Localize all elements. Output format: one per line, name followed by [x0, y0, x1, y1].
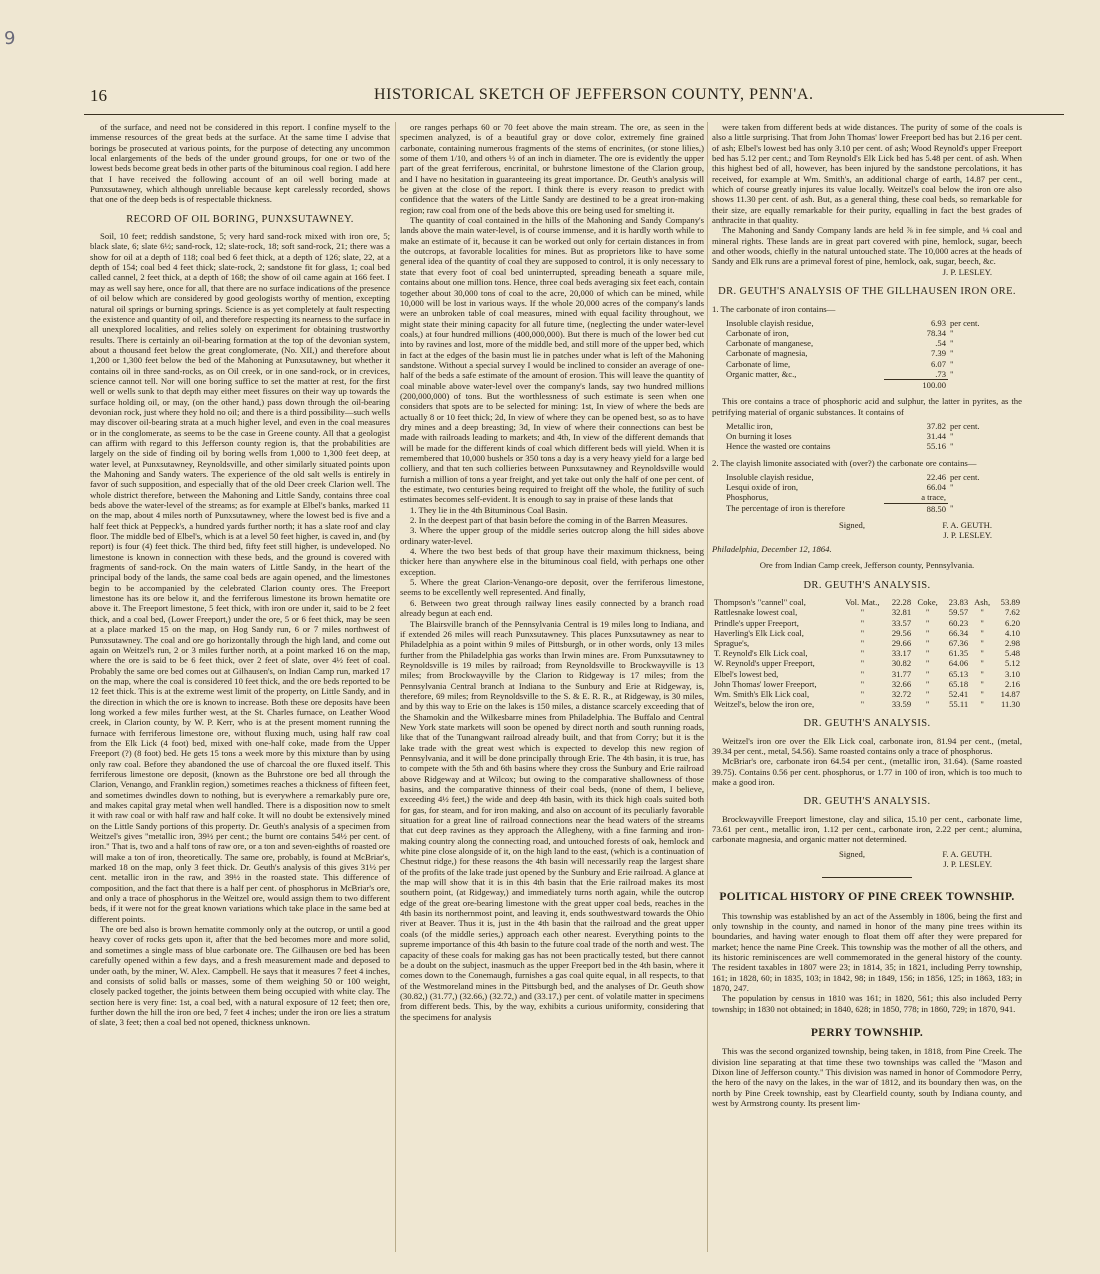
- analysis-percentage: [712, 503, 1022, 514]
- coal-cell: 67.36: [948, 637, 969, 648]
- list-item: 6. Between two great through railway lines easily connected by a branch road already begun at each end.: [400, 597, 704, 619]
- table-row: [712, 669, 1022, 679]
- table-header-row: [712, 597, 1022, 607]
- signature-block: [712, 849, 1022, 869]
- row-unit: per cent.: [950, 317, 980, 328]
- percentage-value: 88.50: [884, 503, 948, 514]
- page-number: 16: [90, 86, 107, 105]
- coal-cell: ": [860, 678, 865, 689]
- table-row: [712, 482, 1022, 492]
- row-value: 78.34: [926, 328, 946, 339]
- coal-name: Rattlesnake lowest coal,: [714, 607, 798, 618]
- paragraph: were taken from different beds at wide distances. The purity of some of the coals is also a little surprising. That from John Thomas' lower Freeport bed has but 2.16 per cent. of ash; Elbel's lowest bed has only 3.10 per cent. of ash; Wood Reynold's upper Freeport bed has 5.12 per cent.; and Tom Reynold's Elk Lick bed has 5.48 per cent. of ash. When this highest bed of all, however, has been injured by the sandstone percolations, it has received, for example at Wm. Smith's, an additional charge of earth, 14.87 per cent., which of course greatly injures its value locally. Weitzel's coal below the iron ore also shows 11.30 per cent. of ash. But, as a general thing, these coal beds, so remarkable for their size, are equally remarkable for their purity, equalling in fact the best grades of anthracite in that quality.: [712, 122, 1022, 226]
- signature-block: [712, 520, 1022, 540]
- table-row: [712, 689, 1022, 699]
- analysis-table-1: [712, 318, 1022, 379]
- list-item: 5. Where the great Clarion-Venango-ore deposit, over the ferriferous limestone, seems to be excellently well represented. And finally,: [400, 577, 704, 598]
- coal-cell: ": [860, 617, 865, 628]
- paragraph: ore ranges perhaps 60 or 70 feet above the main stream. The ore, as seen in the specimen analyzed, is of a beautiful gray or dove color, extremely fine grained carbonate, containing numerous fragments of the stems of encrinites, (or stone lilies,) some of them 1/10, and others ½ of an inch in diameter. The ore is evidently the upper part of the great ferriferous, encrinital, or buhrstone limestone of the Clarion group, and I have no hesitation in guaranteeing its great importance. Dr. Geuth's analysis will be given at the close of the report. I think there is every reason to predict with confidence that the waters of the Little Sandy are destined to be a great iron-making region; raw coal from one of the beds above this ore being used for smelting it.: [400, 122, 704, 215]
- paragraph: Soil, 10 feet; reddish sandstone, 5; very hard sand-rock mixed with iron ore, 5; black slate, 6; slate 6½; sand-rock, 12; slate-rock, 18; soft sand-rock, 21; there was a show for oil at a depth of 118; coal bed 6 feet thick, at a depth of 126; slate, 22, at a depth of 154; coal bed 4 feet thick; slate-rock, 2; sandstone fit for glass, 1; coal bed called cannel, 2 feet thick, at a depth of 168; the show of oil came again at 166 feet. I may as well say here, once for all, that there are no surface indications of the presence of oil below which are considered by good geologists worthy of mention, excepting natural oil springs or burning springs. Science is as yet completely at fault respecting the existence and quantity of oil, and therefore respecting its nearness to the surface in all unexplored localities, and relies solely on experiment for obtaining trustworthy results. There is certainly an oil-bearing formation at the top of the devonian system, about a thousand feet below the great conglomerate, (No. XII,) and therefore about 1,200 or 1,300 feet below the bed of the Mahoning at Punxsutawney, but whether it contains oil in three sand-rocks, as on Oil creek, or in one sand-rock, or in crevices, science cannot tell. Nor will one boring suffice to set the matter at rest, for the first well or wells sunk to that depth may either meet fissures on their way up towards the surface holding oil, or may, (on the other hand,) pass down through the oil-bearing devonian rock, just where they hold no oil; and there is a third possibility—such wells may discover oil-bearing strata at a much higher level, and even in the coal measures or in the conglomerate, as seems to be the case in Greene county. All that a geologist can affirm with regard to this Jefferson county region is, that the probabilities are largely on the side of finding oil by boring wells from 1,000 to 1,300 feet deep, at water level, at Punxsutawney, Reynoldsville, and other similarly situated points upon the Mahoning and Sandy waters. The experience of the old salt wells is entirely in favor of such supposition, and especially that of the old Deer creek Clarion well. The whole district therefore, between the Mahoning and Little Sandy, contains three coal beds above the water-level of the streams; as for example at Elbel's banks, marked 11 on the map, about 4 miles north of Punxsutawney, where the lowest bed is five and a half feet thick at Peppeck's, a hundred yards further north; it has a slate roof and clay floor. The middle bed of Elbel's, which is at a level 50 feet higher, is caved in, and (by report) is four (4) feet thick. The third bed, fifty feet still higher, is undeveloped. No limestone is known in connection with these beds, and the ground is covered with fragments of sand-rock. On the main waters of Little Sandy, in the heart of the principal body of the lands, the same coal beds are again opened, and the limestones begin to be accompanied by the celebrated Clarion county ores. The Freeport limestone has its ore below it, and the ferriferous limestone its brown hematite ore above it. The Freeport limestone, 5 feet thick, with iron ore under it, said to be 2 feet thick, and a coal bed, (Lower Freeport,) under the ore, 5 or 6 feet thick, may be seen at a place marked 15 on the map, on Hog Sandy run, 6 or 7 miles northwest of Punxsutawney. The coal and ore go horizontally through the high land, and come out again on Weitzel's run, 2 or 3 miles further north, at a point marked 16 on the map, where the ore is said to be 6 feet thick, over 2 feet of slate, over 4½ feet of coal. Probably the same ore bed comes out at Gilhausen's, on Indian Camp run, marked 17 on the map, where the coal is considered 10 feet thick, and the ore beds reported to be 12 feet thick. This is at the extreme west limit of the property, on Little Sandy, and in the direction in which the ore is known to increase. Both these ore deposits have been long worked a few miles further west, at the St. Charles furnace, on Leather Wood creek, in Clarion county, by W. P. Kerr, who is at the present moment running the furnace with ferriferous limestone ore, without fluxing much, using half raw coal from the Elk Lick (4 foot) bed, mixed with one-half coke, made from the Upper Freeport (?) (8 foot) bed. He gets 15 tons a week more by this mixture than by using only raw coal. Before they abandoned the use of charcoal the ore fluxed itself. This ferriferous limestone ore deposit, (known as the Buhrstone ore bed all through the Clarion, Venango, and Franklin region,) sometimes reaches a thickness of fifteen feet, and sometimes dwindles down to nothing, but is everywhere a remarkably pure ore, and makes capital gray metal when well handled. There is a disposition now to smelt it with raw coal or with half raw and half coke. It will no doubt be extensively mined on the Little Sandy portions of this property. Dr. Geuth's analysis of a specimen from Weitzel's gives "metallic iron, 39½ per cent.; the burnt ore contains 54½ per cent. of iron." That is, two and a half tons of raw ore, or a ton and seven-eighths of roasted ore will make a ton of iron, theoretically. The same ore, probably, is found at McBriar's, marked 18 on the map, only 3 feet thick. Dr. Geuth's analysis of this gives 31½ per cent. metallic iron in the raw, and 39½ in the roasted state. This difference of composition, and the fact that there is a half per cent. of phosphorus in McBriar's ore, and only a trace of phosphorus in the Weitzel ore, would assign them to two different beds, if it were not for the great known variations which take place in the same bed at different points.: [90, 231, 390, 924]
- coal-cell: ": [980, 607, 984, 618]
- row-value: 37.82: [926, 420, 946, 431]
- coal-cell: ": [860, 688, 865, 699]
- row-label: Lesqui oxide of iron,: [726, 482, 799, 493]
- signature: J. P. LESLEY.: [943, 529, 992, 540]
- coal-cell: ": [860, 658, 865, 669]
- table-row: [712, 618, 1022, 628]
- column-divider: [707, 122, 708, 1252]
- row-value: 6.93: [930, 317, 946, 328]
- coal-name: Thompson's "cannel" coal,: [714, 597, 806, 608]
- table-row: [712, 441, 1022, 451]
- list-item: 2. In the deepest part of that basin before the coming in of the Barren Measures.: [410, 515, 688, 526]
- coal-name: Sprague's,: [714, 637, 750, 648]
- section-heading: DR. GEUTH'S ANALYSIS OF THE GILLHAUSEN IRON ORE.: [718, 286, 1016, 298]
- section-heading: DR. GEUTH'S ANALYSIS.: [803, 579, 931, 591]
- row-unit: ": [950, 358, 954, 369]
- table-row: [712, 638, 1022, 648]
- page-title: HISTORICAL SKETCH OF JEFFERSON COUNTY, PENN'A.: [374, 86, 814, 103]
- coal-cell: 60.23: [948, 617, 969, 628]
- row-label: Insoluble clayish residue,: [726, 317, 814, 328]
- coal-name: Wm. Smith's Elk Lick coal,: [714, 688, 810, 699]
- analysis-table-1b: [712, 421, 1022, 452]
- signed-label: Signed,: [838, 519, 865, 530]
- coal-cell: 22.28: [891, 597, 912, 608]
- column-3: [712, 122, 1022, 1252]
- paragraph: The Blairsville branch of the Pennsylvania Central is 19 miles long to Indiana, and if extended 26 miles will reach Punxsutawney. This places Punxsutawney as near to Philadelphia as a point within 9 miles of Pittsburgh, or in other words, only 13 miles further from the Philadelphia gas works than Irwin mines are. From Punxsutawney to Reynoldsville is 19 miles by railroad; from Reynoldsville to Brockwayville is 13 miles; from Brockwayville by the Clarion to Ridgeway is 17 miles; from the Pennsylvania Central branch at Indiana to the Sunbury and Erie at Ridgeway, is, therefore, 69 miles; from Reynoldsville to the S. & E. R. R., at Ridgeway, is 30 miles, and by this way to Erie on the lakes is 150 miles, a distance scarcely exceeding that of the Shamokin and the Wilkesbarre mines from Philadelphia. The Buffalo and Central New York state markets will soon be opened by direct north and south running roads, like that of the Tunangwant railroad already built, and that from Corry; but it is the lake trade with the great west which is expected to develop this new region of Pennsylvania, and it will be done principally through Erie. The 4th basin, it is true, has to compete with the 5th and 6th basins where they cross the Sunbury and Erie railroad above Ridgeway and at Wilcox; but owing to the comparative shallowness of those basins, and the comparative thinness of their coal beds, (none of them, I believe, exceeding 4½ feet,) the wide and deep 4th basin, with its thick high coals suited both for gas, for steam, and for iron making, and also on account of its peculiarly favorable situation for a great line of railroad connections near the head waters of the streams that cut deep ravines as they approach the Allegheny, with a fine farming and iron-making country along the connecting road, and untouched forests of oak, hemlock and white pine close alongside of it, on the high land to the east, (which is a continuation of Chestnut ridge,) for these reasons the 4th basin will necessarily reap the largest share of the profits of the lake trade just opened by the Sunbury and Erie railroad. A glance at the map will show that it is in this 4th basin that the Erie railroad makes its most southern point, (at Ridgeway,) and immediately turns north again, while the outcrop edge of the great ore-bearing limestone with the great upper coal beds, reaches in the 4th basin its northernmost point, and leaving it, ends southwestward towards the Ohio river at Beaver. Thus it is, just in the 4th basin that the railroad and the great upper coals (of the middle series,) approach each other nearest. Everything points to the supreme importance of this 4th basin to the future coal trade of the north and west. The capacity of these coals for making gas has not been practically tested, but there cannot be a doubt on the subject, inasmuch as the upper Freeport bed in the 4th basin, where it comes down to the Conemaugh, furnishes a gas coal quite equal, in all respects, to that of the Westmoreland mines in the Pittsburgh bed, and the analyses of Dr. Geuth show (30.82,) (31.77,) (32.66,) (32.72,) and (33.17,) per cent. of volatile matter in specimens from different beds. This, by the way, exhibits a curious uniformity, considering that the specimens for analysis: [400, 618, 704, 1022]
- coal-name: Haverling's Elk Lick coal,: [714, 627, 804, 638]
- row-unit: ": [950, 368, 954, 379]
- coal-cell: 5.48: [1004, 648, 1020, 659]
- row-label: Carbonate of iron,: [726, 328, 789, 339]
- paragraph: Brockwayville Freeport limestone, clay and silica, 15.10 per cent., carbonate lime, 73.61 per cent., metallic iron, 1.12 per cent., carbonate iron, 2.22 per cent.; alumina, carbonate magnesia, and organic matter not determined.: [712, 813, 1022, 845]
- paragraph: The ore bed also is brown hematite commonly only at the outcrop, or until a good heavy cover of rocks gets upon it, after that the bed becomes more and more solid, and sometimes a single mass of blue carbonate ore. The Gilhausen ore bed has been carefully opened within a few days, and a fresh measurement made and deposed to under oath, by the miner, W. Alex. Campbell. He says that it measures 7 feet 4 inches, and consists of solid balls or masses, some of them weighing 50 or 100 weight, closely packed together, the joints between them being occupied with white clay. The section here is very fine: 1st, a coal bed, with a natural exposure of 12 feet; then ore, further down the hill the iron ore bed, 7 feet 4 inches; under the iron ore lies a stratum of slate, 3 feet; then a coal bed not opened, thickness unknown.: [90, 924, 390, 1028]
- signature: J. P. LESLEY.: [942, 266, 992, 277]
- coal-cell: ": [925, 658, 930, 669]
- table-row: [712, 699, 1022, 709]
- section-heading: POLITICAL HISTORY OF PINE CREEK TOWNSHIP.: [719, 891, 1015, 904]
- coal-cell: ": [925, 637, 930, 648]
- coal-cell: ": [925, 648, 930, 659]
- analysis-table: [712, 421, 1022, 452]
- signature: F. A. GEUTH.: [942, 848, 992, 859]
- coal-cell: ": [980, 699, 984, 710]
- coal-cell: ": [860, 699, 865, 710]
- coal-cell: ": [980, 648, 984, 659]
- row-unit: ": [950, 348, 954, 359]
- row-value: 7.39: [930, 348, 946, 359]
- row-label: Hence the wasted ore contains: [726, 441, 831, 452]
- coal-cell: 64.06: [948, 658, 969, 669]
- row-value: .54: [935, 338, 946, 349]
- coal-cell: Vol. Mat.,: [845, 597, 880, 608]
- coal-name: Prindle's upper Freeport,: [714, 617, 799, 628]
- coal-cell: 6.20: [1004, 617, 1020, 628]
- coal-cell: 33.59: [891, 699, 912, 710]
- column-2: [400, 122, 704, 1252]
- coal-cell: 55.11: [949, 699, 969, 710]
- coal-analysis-table: [712, 597, 1022, 709]
- dateline: [712, 544, 1022, 554]
- percentage-label: The percentage of iron is therefore: [726, 503, 846, 514]
- coal-cell: 2.16: [1004, 678, 1020, 689]
- coal-cell: Ash,: [974, 597, 991, 608]
- coal-cell: ": [980, 627, 984, 638]
- coal-name: John Thomas' lower Freeport,: [714, 678, 817, 689]
- table-row: [712, 328, 1022, 338]
- coal-name: W. Reynold's upper Freeport,: [714, 658, 815, 669]
- row-value: 22.46: [926, 471, 946, 482]
- analysis-table: [712, 472, 1022, 514]
- coal-cell: 29.56: [891, 627, 912, 638]
- coal-cell: ": [925, 607, 930, 618]
- row-unit: per cent.: [950, 471, 980, 482]
- coal-cell: 7.62: [1004, 607, 1020, 618]
- coal-cell: 66.34: [948, 627, 969, 638]
- list-item: 3. Where the upper group of the middle series outcrop along the hill sides above ordinary water-level.: [400, 525, 704, 546]
- analysis-intro: 1. The carbonate of iron contains—: [712, 303, 836, 314]
- coal-name: Elbel's lowest bed,: [714, 668, 779, 679]
- coal-cell: ": [860, 668, 865, 679]
- coal-cell: ": [860, 627, 865, 638]
- row-value: 31.44: [926, 431, 946, 442]
- coal-cell: 32.81: [891, 607, 912, 618]
- list-item: 4. Where the two best beds of that group have their maximum thickness, being thicker here than anywhere else in the bituminous coal field, with perhaps one other exception.: [400, 546, 704, 577]
- coal-cell: ": [860, 637, 865, 648]
- row-value: .73: [935, 368, 946, 379]
- ore-line: Ore from Indian Camp creek, Jefferson county, Pennsylvania.: [759, 560, 975, 571]
- row-label: Carbonate of lime,: [726, 358, 791, 369]
- coal-cell: ": [980, 658, 984, 669]
- signed-label: Signed,: [838, 848, 865, 859]
- coal-cell: 31.77: [891, 668, 912, 679]
- coal-cell: 11.30: [1000, 699, 1020, 710]
- coal-cell: 5.12: [1004, 658, 1020, 669]
- row-unit: ": [950, 328, 954, 339]
- coal-cell: 59.57: [948, 607, 969, 618]
- row-unit: per cent.: [950, 420, 980, 431]
- row-value: 66.04: [926, 482, 946, 493]
- table-row: [712, 679, 1022, 689]
- analysis-total: [712, 379, 1022, 390]
- coal-cell: 23.83: [948, 597, 969, 608]
- table-row: [712, 359, 1022, 369]
- row-unit: ": [950, 482, 954, 493]
- coal-cell: 52.41: [948, 688, 969, 699]
- table-row: [712, 472, 1022, 482]
- coal-cell: 3.10: [1004, 668, 1020, 679]
- list-item: 1. They lie in the 4th Bituminous Coal Basin.: [410, 504, 568, 515]
- row-label: On burning it loses: [726, 431, 792, 442]
- row-value: 6.07: [930, 358, 946, 369]
- table-row: [712, 338, 1022, 348]
- coal-cell: 65.18: [948, 678, 969, 689]
- paragraph: This was the second organized township, being taken, in 1818, from Pine Creek. The division line separating at that time these two townships was called the "Mason and Dixon line of Jefferson county." This division was named in honor of Commodore Perry, the hero of the navy on the lakes, in the war of 1812, and its boundary then was, on the north by Pine Creek township, east by Clearfield county, south by Indiana county, and west by Armstrong county. Its present lim-: [712, 1046, 1022, 1109]
- coal-name: Weitzel's, below the iron ore,: [714, 699, 815, 710]
- paragraph: of the surface, and need not be considered in this report. I confine myself to the immense resources of the great beds at the surface. At the same time I advise that borings be prosecuted at various points, for the purpose of detecting any uncommon local enlargements of the beds of the under ground groups, for one or two of the lowest beds become great beds in other parts of the bituminous coal region. I add here that I have received the following account of an oil well boring made at Punxsutawney, which although unreliable because kept carelessly recorded, shows that one of the deep beds is of respectable thickness.: [90, 122, 390, 205]
- row-unit: ": [950, 441, 954, 452]
- row-label: Insoluble clayish residue,: [726, 471, 814, 482]
- row-label: Carbonate of manganese,: [726, 338, 814, 349]
- paragraph: Weitzel's iron ore over the Elk Lick coal, carbonate iron, 81.94 per cent., (metal, 39.34 per cent., metal, 54.56). Same roasted contains only a trace of phosphorus.: [712, 735, 1022, 757]
- table-row: [712, 648, 1022, 658]
- row-unit: [948, 492, 1022, 502]
- section-heading: DR. GEUTH'S ANALYSIS.: [803, 718, 931, 730]
- coal-cell: ": [980, 688, 984, 699]
- coal-cell: ": [925, 699, 930, 710]
- coal-cell: ": [860, 648, 865, 659]
- corner-mark: 9: [4, 28, 16, 49]
- column-1: [90, 122, 390, 1252]
- coal-cell: ": [980, 617, 984, 628]
- coal-cell: 65.13: [948, 668, 969, 679]
- analysis-intro: 2. The clayish limonite associated with (over?) the carbonate ore contains—: [712, 457, 977, 468]
- section-heading: DR. GEUTH'S ANALYSIS.: [803, 796, 931, 808]
- table-row: [712, 658, 1022, 668]
- coal-cell: ": [980, 637, 984, 648]
- coal-cell: 29.66: [891, 637, 912, 648]
- row-unit: ": [950, 431, 954, 442]
- coal-cell: ": [925, 678, 930, 689]
- coal-cell: 53.89: [1000, 597, 1020, 608]
- coal-table-wrap: [712, 597, 1022, 709]
- coal-name: T. Reynold's Elk Lick coal,: [714, 648, 808, 659]
- table-row: [712, 431, 1022, 441]
- row-unit: ": [950, 338, 954, 349]
- table-row: [712, 318, 1022, 328]
- paragraph: This township was established by an act of the Assembly in 1806, being the first and only township in the county, and named in honor of the many pine trees within its boundaries, and having water enough to float them off after they were prepared for market; hence the name Pine Creek. This township was the mother of all the others, and its historic reminiscences are well commemorated in the general history of the county. The resident taxables in 1807 were 23; in 1814, 35; in 1821, including Perry township, 161; in 1828, 60; in 1835, 103; in 1842, 98; in 1849, 156; in 1856, 125; in 1863, 183; in 1870, 247.: [712, 910, 1022, 993]
- table-row: [712, 628, 1022, 638]
- coal-cell: 2.98: [1004, 637, 1020, 648]
- analysis-table-2: [712, 472, 1022, 503]
- row-label: Organic matter, &c.,: [726, 368, 797, 379]
- page-header: [84, 84, 1064, 115]
- table-row: [712, 369, 1022, 379]
- coal-cell: 30.82: [891, 658, 912, 669]
- paragraph: The Mahoning and Sandy Company lands are held ⅞ in fee simple, and ⅛ coal and mineral rights. These lands are in great part covered with pine, hemlock, sugar, beech and other woods, chiefly in the natural untouched state. The 10,000 acres at the heads of Sandy and Elk runs are a primeval forest of pine, hemlock, oak, sugar, beech, &c.: [712, 225, 1022, 267]
- section-heading: PERRY TOWNSHIP.: [810, 1027, 924, 1040]
- column-divider: [395, 122, 396, 1252]
- row-value: a trace,: [921, 492, 946, 503]
- coal-cell: 32.66: [891, 678, 912, 689]
- coal-cell: 32.72: [891, 688, 912, 699]
- table-row: [712, 421, 1022, 431]
- table-row: [712, 607, 1022, 617]
- paragraph: The population by census in 1810 was 161; in 1820, 561; this also included Perry township; in 1830 not obtained; in 1840, 628; in 1850, 778; in 1860, 729; in 1870, 941.: [712, 993, 1022, 1014]
- paragraph: This ore contains a trace of phosphoric acid and sulphur, the latter in pyrites, as the petrifying material of organic substances. It contains of: [712, 396, 1022, 417]
- coal-cell: ": [925, 617, 930, 628]
- coal-cell: ": [980, 678, 984, 689]
- table-row: [712, 492, 1022, 502]
- coal-cell: Coke,: [917, 597, 938, 608]
- total-value: 100.00: [884, 380, 948, 391]
- percentage-unit: ": [950, 503, 954, 514]
- signature: J. P. LESLEY.: [943, 859, 992, 870]
- coal-cell: 33.17: [891, 648, 912, 659]
- coal-cell: ": [860, 607, 865, 618]
- row-value: 55.16: [926, 441, 946, 452]
- section-rule: [822, 877, 912, 878]
- coal-cell: ": [925, 668, 930, 679]
- coal-cell: 33.57: [891, 617, 912, 628]
- coal-cell: 61.35: [948, 648, 969, 659]
- coal-cell: ": [925, 688, 930, 699]
- analysis-table: [712, 318, 1022, 390]
- section-heading: RECORD OF OIL BORING, PUNXSUTAWNEY.: [126, 213, 354, 225]
- row-label: Phosphorus,: [726, 492, 769, 503]
- table-row: [712, 348, 1022, 358]
- dateline-text: Philadelphia, December 12, 1864.: [712, 544, 832, 555]
- row-label: Metallic iron,: [726, 420, 773, 431]
- coal-cell: ": [925, 627, 930, 638]
- coal-cell: 14.87: [1000, 688, 1020, 699]
- coal-cell: 4.10: [1004, 627, 1020, 638]
- coal-cell: ": [980, 668, 984, 679]
- signature: F. A. GEUTH.: [942, 519, 992, 530]
- row-label: Carbonate of magnesia,: [726, 348, 808, 359]
- paragraph: The quantity of coal contained in the hills of the Mahoning and Sandy Company's lands above the main water-level, is of course immense, and it is hardly worth while to make an estimate of it, because it can be worked out only for certain distances in from the outcrops, at favorable localities for mines. But as proprietors like to have some general idea of the quantity of coal they are supposed to control, it is only necessary to state that every foot of coal bed uninterrupted, spreading beneath a square mile, contains about one million tons. Hence, three coal beds averaging six feet each, contain together about 30,000 tons of coal to the acre, 20,000 of which can be mined, while 10,000 will be lost in various ways. If the whole 20,000 acres of the company's lands were an unbroken table of coal measures, mined with equal facility throughout, we might state their mining capacity for all future time, (neglecting the under water-level coals,) at four hundred millions (400,000,000). But there is much of the lower bed cut into by ravines and lost, more of the middle bed, and still more of the upper bed, which in fact at the edges of the basin must lie in patches under what is left of the Mahoning sandstone. Without a special survey I would be inclined to consider an average of one-half of the beds a safe estimate of the amount of erosion. This will leave the quantity of coal minable above water-level over the company's lands, say two hundred millions (200,000,000) of tons. But the worthlessness of such estimate is seen when one considers that spots are to be selected for mining: 1st, In view of where the beds are actually 8 or 10 feet thick; 2d, In view of where they can be opened best, so as to have dry mines and a deep breasting; 3d, In view of where their connections can best be made with railroads leading to markets; and 4th, In view of the different demands that will be made for the different kinds of coal which different beds will yield. When it is remembered that 10,000 bushels or 350 tons a day is a very heavy yield for a large bed colliery, and that ten such collieries between Punxsutawney and Reynoldsville would furnish a million of tons a year freight, and yet take out only the half of one per cent. of the estimate, two centuries being required to freight off the whole, the futility of such estimates becomes self-evident. It is enough to say in praise of these lands that: [400, 215, 704, 505]
- paragraph: McBriar's ore, carbonate iron 64.54 per cent., (metallic iron, 31.64). (Same roasted 39.75). Contains 0.56 per cent. phosphorus, or 1.77 in 100 of iron, which is too much to make a good iron.: [712, 756, 1022, 788]
